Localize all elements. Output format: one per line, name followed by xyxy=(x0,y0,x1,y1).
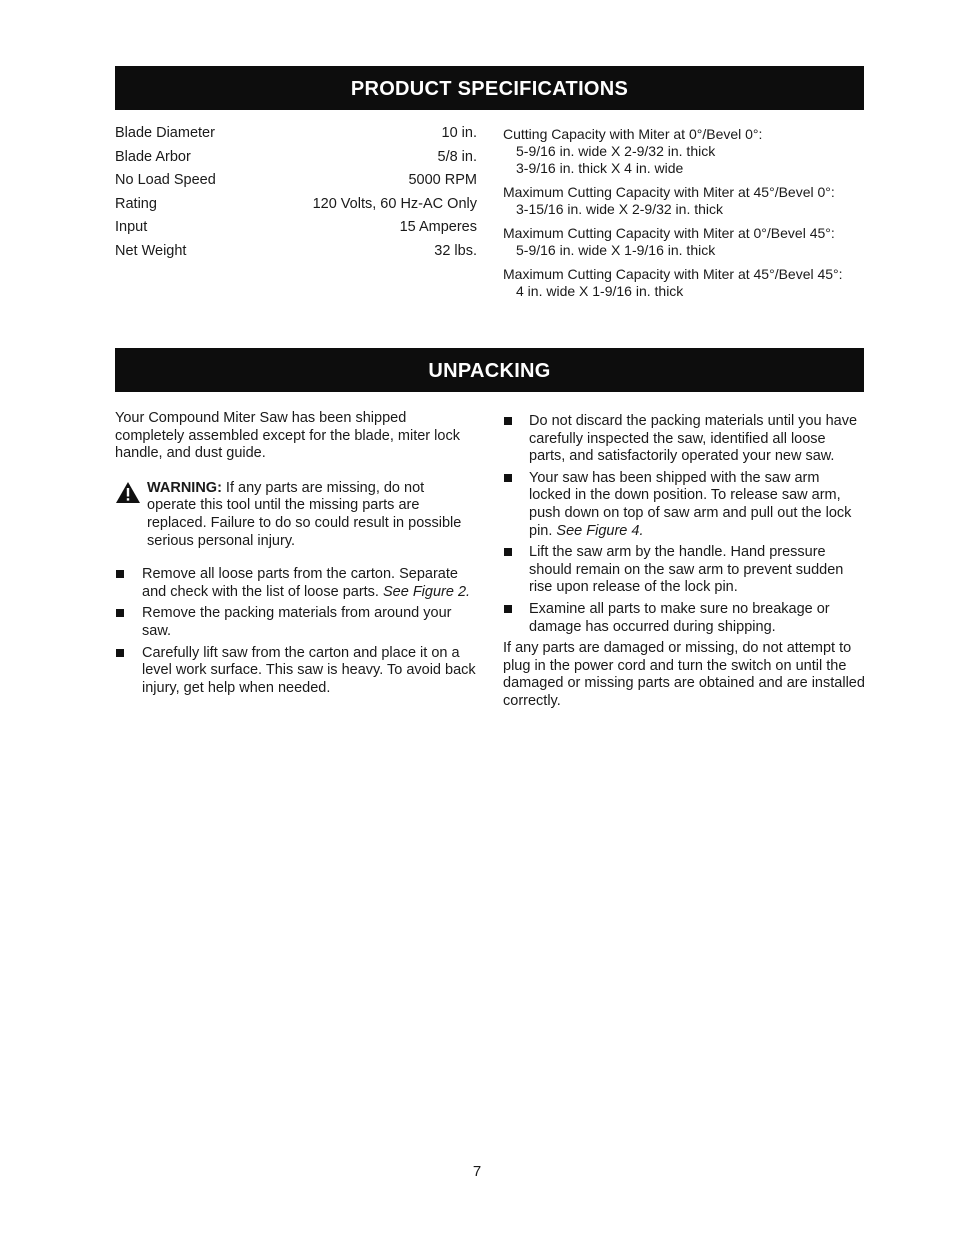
capacity-value: 4 in. wide X 1-9/16 in. thick xyxy=(516,283,684,299)
square-bullet-icon xyxy=(116,649,124,657)
closing-paragraph: If any parts are damaged or missing, do not attempt to plug in the power cord and turn the switch on until the damaged or missing parts are obtained and are installed correctly. xyxy=(503,640,865,709)
square-bullet-icon xyxy=(504,605,512,613)
product-specifications-banner: PRODUCT SPECIFICATIONS xyxy=(115,66,864,110)
list-item xyxy=(115,566,477,601)
list-item xyxy=(503,601,865,636)
spec-value: 5/8 in. xyxy=(437,148,477,165)
spec-row xyxy=(115,240,477,264)
intro-paragraph: Your Compound Miter Saw has been shipped completely assembled except for the blade, miter lock handle, and dust guide. xyxy=(115,410,460,462)
cutting-capacity-list xyxy=(503,125,883,306)
list-item xyxy=(503,413,865,466)
capacity-heading: Maximum Cutting Capacity with Miter at 45°/Bevel 0°: xyxy=(503,184,835,200)
list-item xyxy=(115,645,477,698)
left-bullet-list xyxy=(115,566,477,697)
spec-label: No Load Speed xyxy=(115,172,216,189)
capacity-block xyxy=(503,265,883,300)
spec-label: Blade Arbor xyxy=(115,148,191,165)
spec-value: 10 in. xyxy=(441,125,477,141)
spec-value: 32 lbs. xyxy=(434,242,477,259)
spec-row xyxy=(115,216,477,240)
bullet-text: Remove the packing materials from around your saw. xyxy=(142,605,452,639)
bullet-text: Your saw has been shipped with the saw arm locked in the down position. To release saw arm, push down on top of saw arm and pull out the lock pin. xyxy=(529,469,852,539)
warning-text: If any parts are missing, do not operate this tool until the missing parts are replaced. Failure to do so could result in possible serious personal injury. xyxy=(147,479,462,549)
list-item xyxy=(115,605,477,640)
spec-label: Blade Diameter xyxy=(115,125,215,141)
spec-row xyxy=(115,122,477,146)
capacity-block xyxy=(503,183,883,218)
spec-row xyxy=(115,146,477,170)
figure-reference: See Figure 4. xyxy=(556,522,644,539)
bullet-text: Remove all loose parts from the carton. Separate and check with the list of loose parts. xyxy=(142,566,458,600)
page-number: 7 xyxy=(472,1163,482,1180)
square-bullet-icon xyxy=(116,570,124,578)
spec-value: 15 Amperes xyxy=(399,219,477,236)
warning-triangle-icon xyxy=(115,481,141,504)
square-bullet-icon xyxy=(504,474,512,482)
list-item xyxy=(503,544,865,597)
square-bullet-icon xyxy=(504,417,512,425)
bullet-text: Do not discard the packing materials until you have carefully inspected the saw, identified all loose parts, and satisfactorily operated your new saw. xyxy=(529,413,858,465)
spec-label: Input xyxy=(115,219,148,236)
bullet-text: Examine all parts to make sure no breakage or damage has occurred during shipping. xyxy=(529,600,830,635)
list-item xyxy=(503,470,865,540)
spec-row xyxy=(115,193,477,217)
square-bullet-icon xyxy=(504,548,512,556)
figure-reference: See Figure 2. xyxy=(383,583,471,600)
capacity-heading: Maximum Cutting Capacity with Miter at 45°/Bevel 45°: xyxy=(503,266,843,282)
capacity-block xyxy=(503,224,883,259)
unpacking-left-column xyxy=(115,410,477,701)
spec-row xyxy=(115,169,477,193)
capacity-heading: Maximum Cutting Capacity with Miter at 0°/Bevel 45°: xyxy=(503,225,835,241)
spec-table xyxy=(115,122,477,264)
bullet-text: Lift the saw arm by the handle. Hand pressure should remain on the saw arm to prevent sudden rise upon release of the lock pin. xyxy=(529,544,844,596)
capacity-heading: Cutting Capacity with Miter at 0°/Bevel 0°: xyxy=(503,126,763,142)
unpacking-right-column xyxy=(503,413,865,711)
capacity-value: 5-9/16 in. wide X 2-9/32 in. thick xyxy=(516,143,716,159)
spec-value: 5000 RPM xyxy=(408,172,477,189)
bullet-text: Carefully lift saw from the carton and place it on a level work surface. This saw is heavy. To avoid back injury, get help when needed. xyxy=(142,644,476,696)
spec-value: 120 Volts, 60 Hz-AC Only xyxy=(312,195,477,212)
square-bullet-icon xyxy=(116,609,124,617)
capacity-value: 3-15/16 in. wide X 2-9/32 in. thick xyxy=(516,201,724,217)
capacity-value: 5-9/16 in. wide X 1-9/16 in. thick xyxy=(516,242,716,258)
unpacking-banner: UNPACKING xyxy=(115,348,864,392)
warning-block xyxy=(115,480,477,550)
capacity-block xyxy=(503,125,883,177)
capacity-value: 3-9/16 in. thick X 4 in. wide xyxy=(516,160,684,176)
warning-label: WARNING: xyxy=(147,479,222,496)
spec-label: Rating xyxy=(115,195,157,212)
spec-label: Net Weight xyxy=(115,242,187,259)
